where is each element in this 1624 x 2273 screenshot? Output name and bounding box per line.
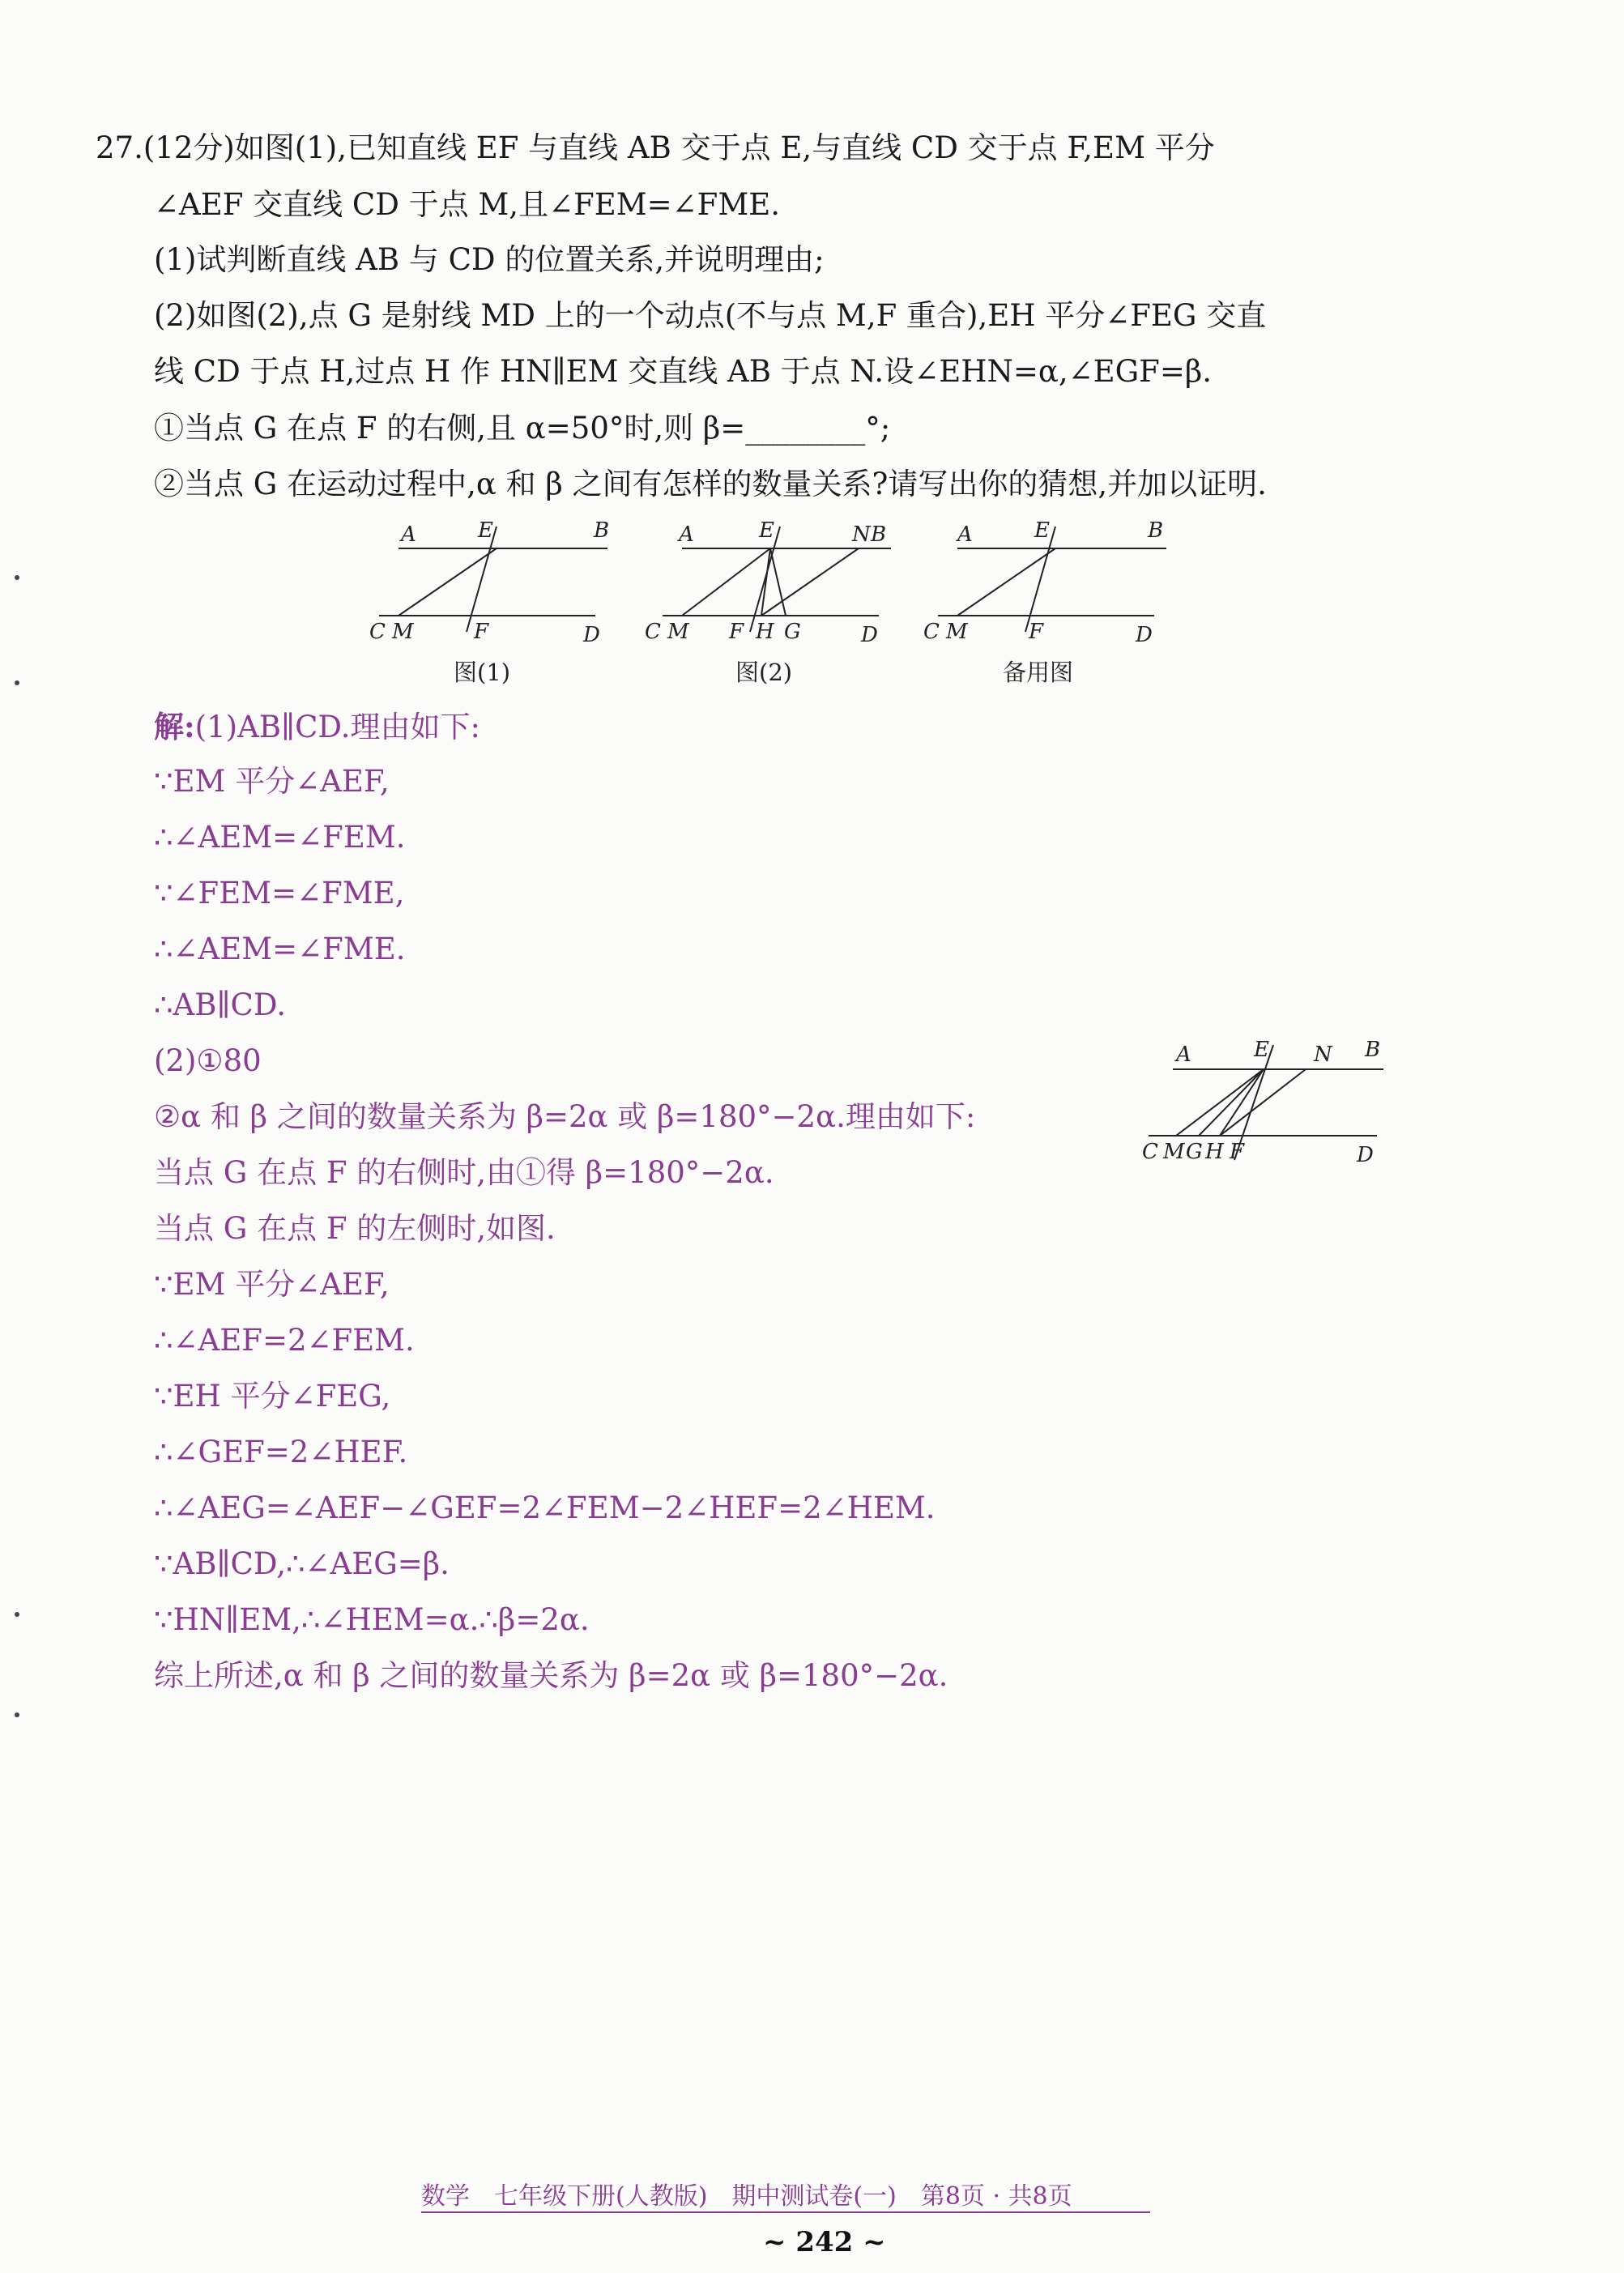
solution-line-4: ∵∠FEM=∠FME,: [154, 876, 405, 910]
question-sub-1: ①当点 G 在点 F 的右侧,且 α=50°时,则 β=________°;: [154, 411, 891, 446]
solution-line-17: ∵HN∥EM,∴∠HEM=α.∴β=2α.: [154, 1602, 590, 1637]
solution-line-14: ∴∠GEF=2∠HEF.: [154, 1435, 408, 1469]
solution-line-10: 当点 G 在点 F 的左侧时,如图.: [154, 1211, 556, 1246]
fig1-label-E: E: [478, 518, 493, 543]
margin-mark: [15, 1612, 19, 1617]
fig3-label-M: M: [946, 620, 968, 644]
fig3-label-C: C: [923, 620, 940, 644]
figure-1: [356, 510, 616, 648]
fig4-label-E: E: [1254, 1038, 1269, 1062]
fig1-label-A: A: [401, 522, 416, 547]
margin-mark: [15, 680, 19, 685]
question-line-1: 27.(12分)如图(1),已知直线 EF 与直线 AB 交于点 E,与直线 CD 交于点 F,EM 平分: [96, 130, 1215, 165]
fig2-label-G: G: [784, 620, 801, 644]
solution-line-8: ②α 和 β 之间的数量关系为 β=2α 或 β=180°−2α.理由如下:: [154, 1099, 976, 1134]
fig1-label-M: M: [392, 620, 414, 644]
question-line-2: ∠AEF 交直线 CD 于点 M,且∠FEM=∠FME.: [154, 187, 780, 222]
page-number: ~ 242 ~: [763, 2226, 886, 2258]
margin-mark: [15, 575, 19, 580]
solution-line-9: 当点 G 在点 F 的右侧时,由①得 β=180°−2α.: [154, 1155, 774, 1190]
figure-1-caption: 图(1): [454, 659, 511, 686]
fig1-label-C: C: [369, 620, 386, 644]
fig4-label-M: M: [1163, 1140, 1185, 1164]
fig3-label-E: E: [1034, 518, 1050, 543]
fig2-label-H: H: [756, 620, 774, 644]
question-part-2-line-2: 线 CD 于点 H,过点 H 作 HN∥EM 交直线 AB 于点 N.设∠EHN=α,∠EGF=β.: [154, 354, 1212, 389]
fig3-label-A: A: [957, 522, 973, 547]
figure-spare-caption: 备用图: [1003, 659, 1074, 686]
footer-text: 数学 七年级下册(人教版) 期中测试卷(一) 第8页 · 共8页: [421, 2182, 1072, 2211]
solution-line-11: ∵EM 平分∠AEF,: [154, 1267, 390, 1302]
figure-2: [640, 510, 899, 648]
solution-text-1: (1)AB∥CD.理由如下:: [194, 710, 480, 744]
footer-divider: [421, 2211, 1150, 2213]
fig4-label-N: N: [1314, 1043, 1332, 1067]
solution-line-3: ∴∠AEM=∠FEM.: [154, 820, 406, 855]
figure-spare: [915, 510, 1174, 648]
solution-line-5: ∴∠AEM=∠FME.: [154, 932, 406, 966]
figure-2-caption: 图(2): [735, 659, 793, 686]
fig1-label-D: D: [583, 623, 600, 647]
fig3-label-F: F: [1029, 620, 1044, 644]
solution-line-2: ∵EM 平分∠AEF,: [154, 764, 390, 799]
fig2-label-B: B: [871, 522, 887, 547]
solution-line-13: ∵EH 平分∠FEG,: [154, 1379, 391, 1414]
margin-mark: [15, 1712, 19, 1717]
solution-line-1: [154, 698, 480, 756]
fig4-label-A: A: [1176, 1043, 1191, 1067]
fig2-label-D: D: [861, 623, 878, 647]
fig3-label-D: D: [1136, 623, 1153, 647]
fig2-label-E: E: [759, 518, 774, 543]
fig3-label-B: B: [1148, 518, 1164, 543]
fig4-label-F: F: [1230, 1140, 1245, 1164]
solution-line-7: (2)①80: [154, 1043, 262, 1078]
fig2-label-A: A: [679, 522, 694, 547]
question-part-1: (1)试判断直线 AB 与 CD 的位置关系,并说明理由;: [154, 242, 825, 277]
solution-line-12: ∴∠AEF=2∠FEM.: [154, 1323, 415, 1358]
question-part-2-line-1: (2)如图(2),点 G 是射线 MD 上的一个动点(不与点 M,F 重合),EH 平分∠FEG 交直: [154, 298, 1267, 333]
solution-line-15: ∴∠AEG=∠AEF−∠GEF=2∠FEM−2∠HEF=2∠HEM.: [154, 1490, 936, 1525]
fig2-label-F: F: [729, 620, 744, 644]
fig4-label-D: D: [1357, 1143, 1374, 1167]
fig4-label-H: H: [1205, 1140, 1224, 1164]
fig2-label-C: C: [645, 620, 661, 644]
solution-line-16: ∵AB∥CD,∴∠AEG=β.: [154, 1546, 450, 1581]
fig4-label-B: B: [1365, 1038, 1381, 1062]
solution-line-18: 综上所述,α 和 β 之间的数量关系为 β=2α 或 β=180°−2α.: [154, 1658, 948, 1693]
solution-line-6: ∴AB∥CD.: [154, 987, 286, 1022]
question-sub-2: ②当点 G 在运动过程中,α 和 β 之间有怎样的数量关系?请写出你的猜想,并加以证明.: [154, 467, 1267, 501]
figure-solution: [1134, 1029, 1393, 1175]
fig4-label-C: C: [1142, 1140, 1158, 1164]
solution-head: 解:: [154, 709, 195, 744]
fig1-label-F: F: [474, 620, 489, 644]
fig2-label-N: N: [852, 522, 871, 547]
fig2-label-M: M: [667, 620, 689, 644]
fig1-label-B: B: [594, 518, 610, 543]
fig4-label-G: G: [1186, 1140, 1203, 1164]
